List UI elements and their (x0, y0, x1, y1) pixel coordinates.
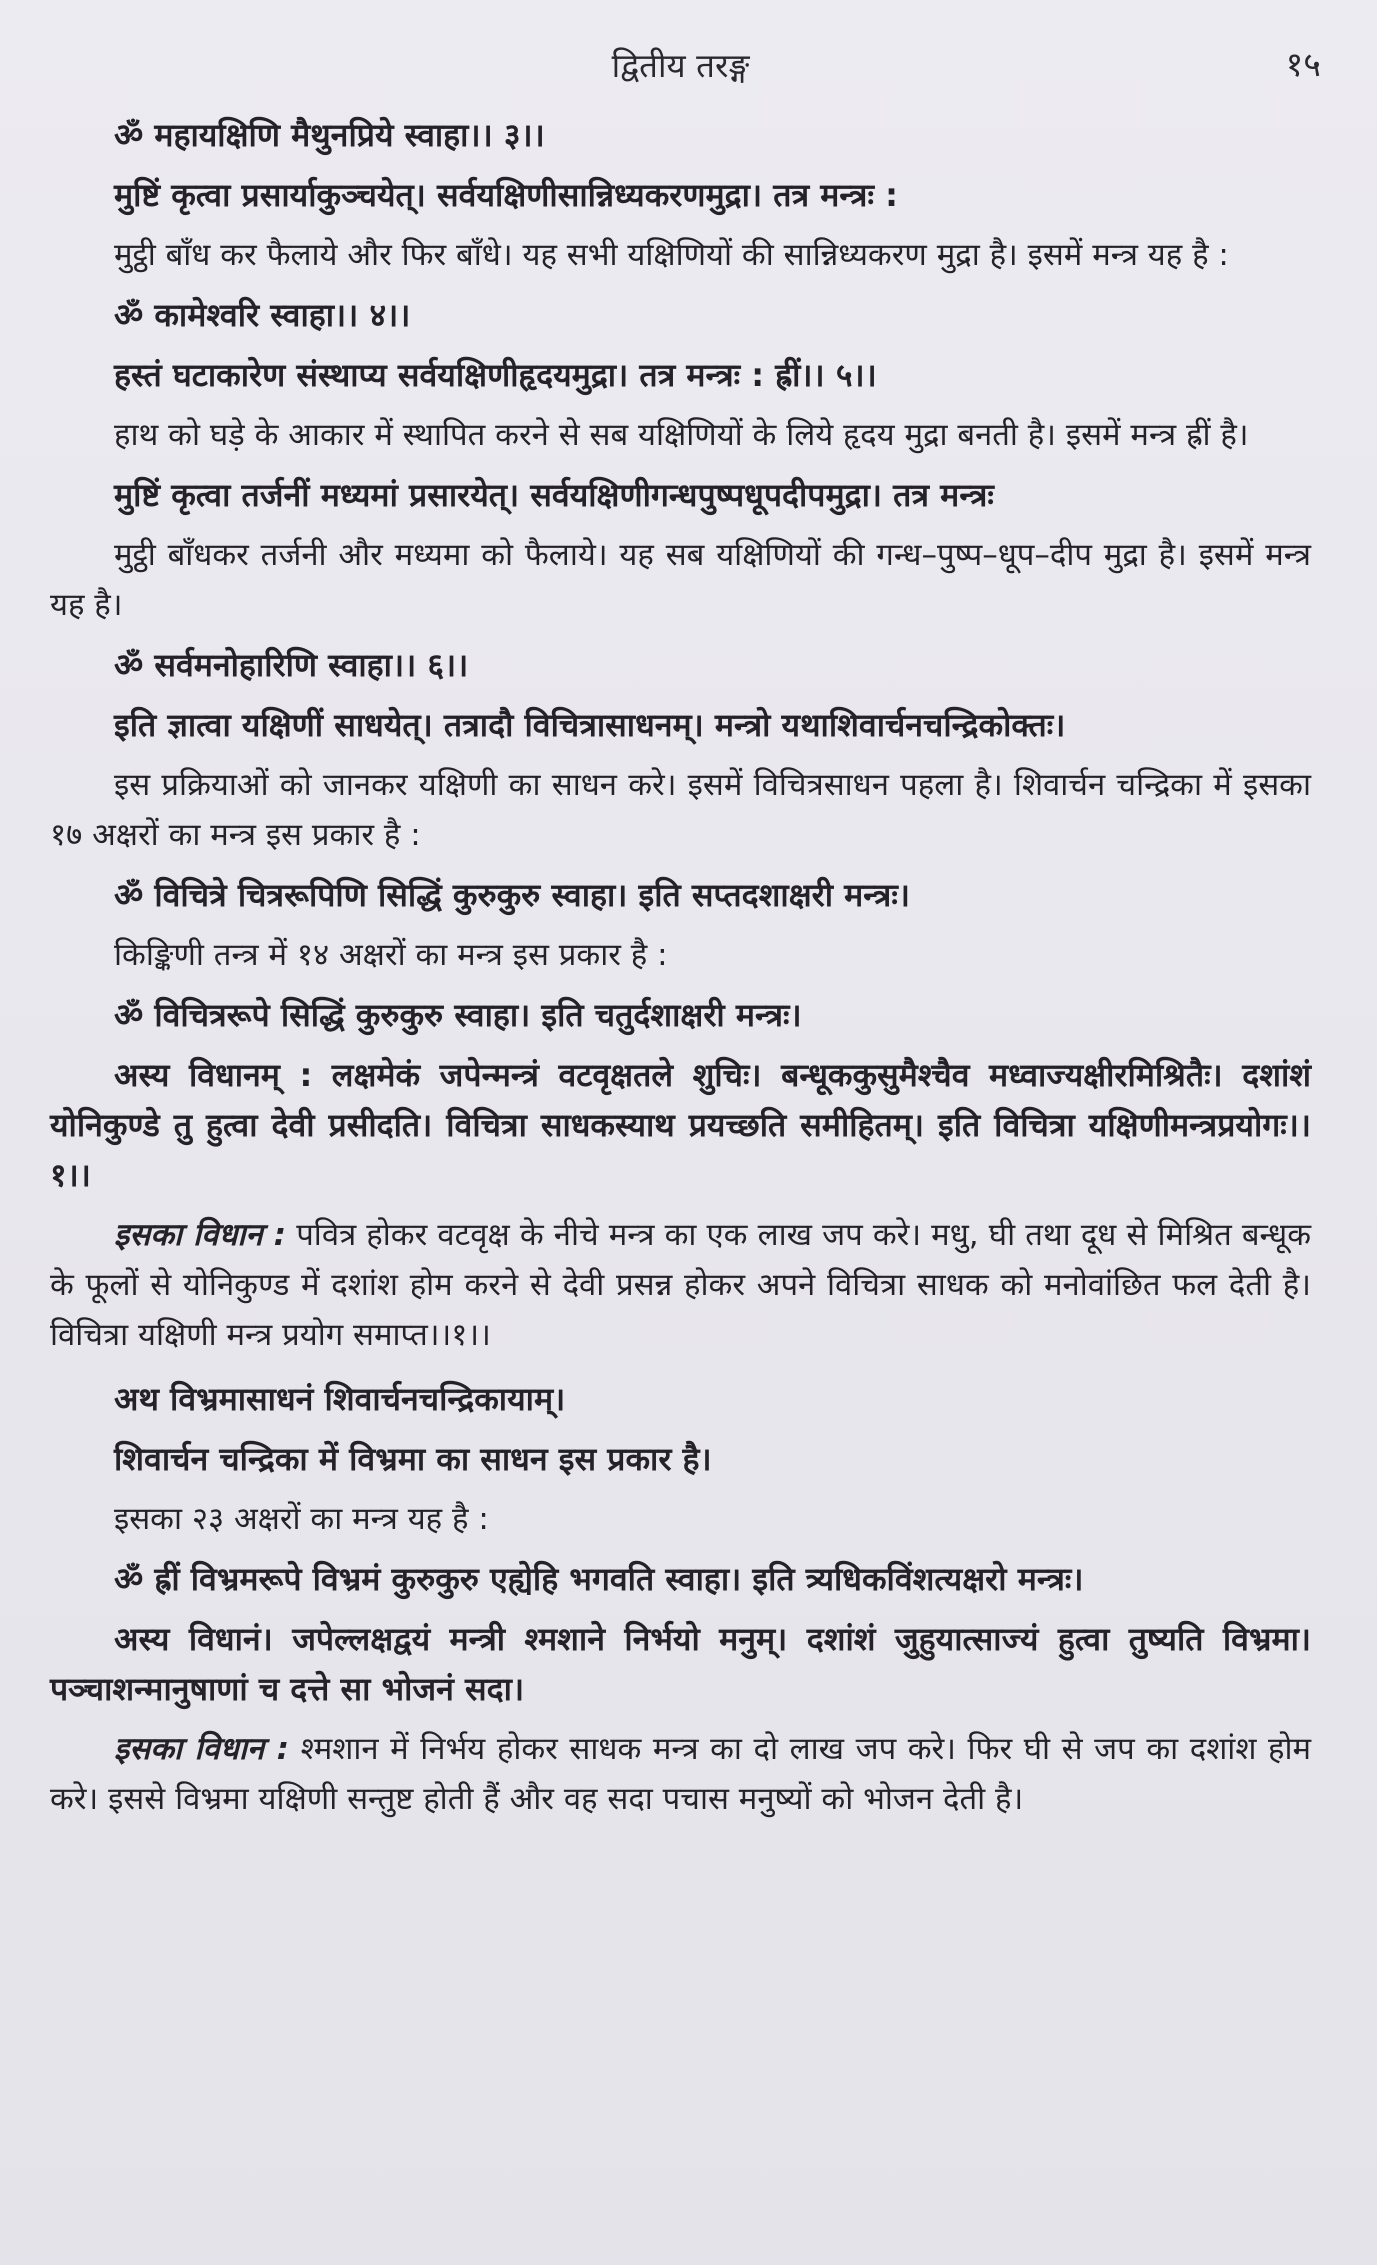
mantra-4: ॐ कामेश्वरि स्वाहा।। ४।। (114, 296, 411, 334)
mantra-3: ॐ महायक्षिणि मैथुनप्रिये स्वाहा।। ३।। (114, 116, 545, 154)
mantra-vibhrama-23: ॐ ह्रीं विभ्रमरूपे विभ्रमं कुरुकुरु एह्येहि भगवति स्वाहा। इति त्र्यधिकविंशत्यक्षरो मन्त्रः। (114, 1560, 1084, 1598)
vidhana-text: श्मशान में निर्भय होकर साधक मन्त्र का दो लाख जप करे। फिर घी से जप का दशांश होम करे। इससे विभ्रमा यक्षिणी सन्तुष्ट होती हैं और वह सदा पचास मनुष्यों को भोजन देती है। (50, 1731, 1312, 1817)
sanskrit-gandha-mudra: मुष्टिं कृत्वा तर्जनीं मध्यमां प्रसारयेत्। सर्वयक्षिणीगन्धपुष्पधूपदीपमुद्रा। तत्र मन्त्रः (114, 476, 994, 514)
mantra-vichitra-14: ॐ विचित्ररूपे सिद्धिं कुरुकुरु स्वाहा। इति चतुर्दशाक्षरी मन्त्रः। (114, 996, 802, 1034)
sanskrit-vichitra-vidhana: अस्य विधानम् : लक्षमेकं जपेन्मन्त्रं वटवृक्षतले शुचिः। बन्धूककुसुमैश्चैव मध्वाज्यक्षीरमिश्रितैः। दशांशं योनिकुण्डे तु हुत्वा देवी प्रसीदति। विचित्रा साधकस्याथ प्रयच्छति समीहितम्। इति विचित्रा यक्षिणीमन्त्रप्रयोगः।। १।। (50, 1056, 1311, 1194)
sanskrit-vibhrama-vidhana: अस्य विधानं। जपेल्लक्षद्वयं मन्त्री श्मशाने निर्भयो मनुम्। दशांशं जुहुयात्साज्यं हुत्वा तुष्यति विभ्रमा। पञ्चाशन्मानुषाणां च दत्ते सा भोजनं सदा। (50, 1620, 1311, 1708)
hindi-gandha-mudra: मुट्ठी बाँधकर तर्जनी और मध्यमा को फैलाये। यह सब यक्षिणियों की गन्ध–पुष्प–धूप–दीप मुद्रा है। इसमें मन्त्र यह है। (50, 537, 1311, 623)
hindi-hridaya-mudra: हाथ को घड़े के आकार में स्थापित करने से सब यक्षिणियों के लिये हृदय मुद्रा बनती है। इसमें मन्त्र ह्रीं है। (114, 417, 1249, 453)
page-header (50, 0, 1321, 110)
hindi-kinkini-note: किङ्किणी तन्त्र में १४ अक्षरों का मन्त्र इस प्रकार है : (114, 937, 668, 973)
page-body (50, 110, 1311, 1824)
hindi-sannidhya-mudra: मुट्ठी बाँध कर फैलाये और फिर बाँधे। यह सभी यक्षिणियों की सान्निध्यकरण मुद्रा है। इसमें मन्त्र यह है : (114, 237, 1229, 273)
hindi-vichitra-intro: इस प्रक्रियाओं को जानकर यक्षिणी का साधन करे। इसमें विचित्रसाधन पहला है। शिवार्चन चन्द्रिका में इसका १७ अक्षरों का मन्त्र इस प्रकार है : (50, 767, 1311, 853)
mantra-6: ॐ सर्वमनोहारिणि स्वाहा।। ६।। (114, 646, 469, 684)
vidhana-text: पवित्र होकर वटवृक्ष के नीचे मन्त्र का एक लाख जप करे। मधु, घी तथा दूध से मिश्रित बन्धूक के फूलों से योनिकुण्ड में दशांश होम करने से देवी प्रसन्न होकर अपने विचित्रा साधक को मनोवांछित फल देती है। विचित्रा यक्षिणी मन्त्र प्रयोग समाप्त।।१।। (50, 1217, 1312, 1353)
running-title: द्वितीय तरङ्ग (611, 46, 750, 85)
sanskrit-hridaya-mudra: हस्तं घटाकारेण संस्थाप्य सर्वयक्षिणीहृदयमुद्रा। तत्र मन्त्रः : ह्रीं।। ५।। (114, 356, 877, 394)
vidhana-label: इसका विधान : (114, 1731, 289, 1767)
sanskrit-vichitra-intro: इति ज्ञात्वा यक्षिणीं साधयेत्। तत्रादौ विचित्रासाधनम्। मन्त्रो यथाशिवार्चनचन्द्रिकोक्तः। (114, 706, 1066, 744)
hindi-vibhrama-vidhana (50, 1724, 1311, 1824)
hindi-vichitra-vidhana (50, 1210, 1311, 1360)
page-number: १५ (1285, 45, 1321, 85)
sanskrit-vibhrama-heading: अथ विभ्रमासाधनं शिवार्चनचन्द्रिकायाम्। (114, 1380, 566, 1418)
hindi-vibhrama-23-note: इसका २३ अक्षरों का मन्त्र यह है : (114, 1501, 489, 1537)
sanskrit-sannidhya-mudra: मुष्टिं कृत्वा प्रसार्याकुञ्चयेत्। सर्वयक्षिणीसान्निध्यकरणमुद्रा। तत्र मन्त्रः : (114, 176, 898, 214)
vidhana-label: इसका विधान : (114, 1217, 287, 1253)
mantra-vichitra-17: ॐ विचित्रे चित्ररूपिणि सिद्धिं कुरुकुरु स्वाहा। इति सप्तदशाक्षरी मन्त्रः। (114, 876, 910, 914)
hindi-vibhrama-heading: शिवार्चन चन्द्रिका में विभ्रमा का साधन इस प्रकार है। (114, 1440, 712, 1478)
